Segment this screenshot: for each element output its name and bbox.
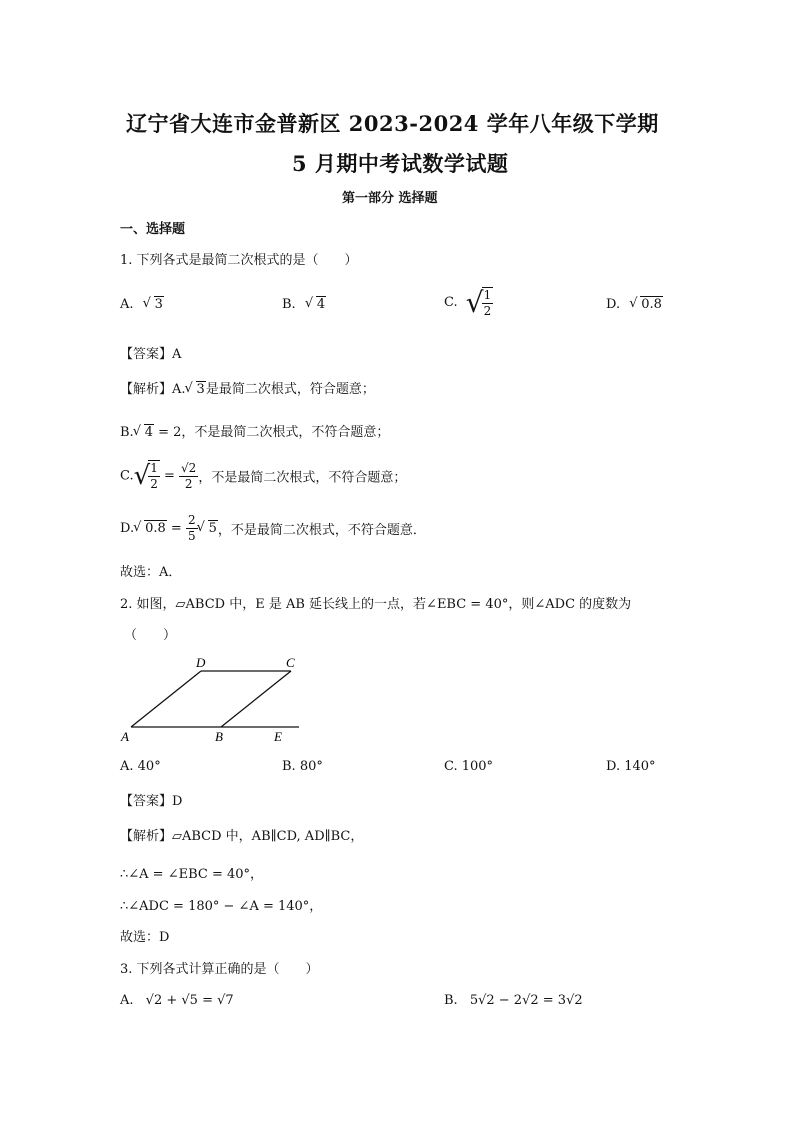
q2-option-c: C. 100° bbox=[444, 759, 494, 774]
title-line-1: 辽宁省大连市金普新区 2023-2024 学年八年级下学期 bbox=[126, 111, 659, 136]
q1-analysis-b-text: ，不是最简二次根式，不符合题意； bbox=[181, 425, 390, 440]
q3-option-a bbox=[120, 993, 234, 1008]
q3-option-b-expr: 5√2 − 2√2 = 3√2 bbox=[469, 993, 583, 1008]
q1-stem: 1. 下列各式是最简二次根式的是（ ） bbox=[120, 253, 358, 268]
q1-option-b-radical: √ 4 bbox=[306, 297, 326, 312]
q1-option-d bbox=[606, 297, 663, 312]
q1-analysis-b bbox=[120, 421, 389, 440]
q2-analysis-2: ∴∠A = ∠EBC = 40°， bbox=[120, 867, 264, 882]
q2-conclusion: 故选：D bbox=[120, 930, 170, 945]
q1-option-a-radical: √ 3 bbox=[144, 297, 164, 312]
point-label-d: D bbox=[196, 655, 206, 670]
q1-analysis-a-radical: √ 3 bbox=[186, 382, 206, 397]
part-heading: 第一部分 选择题 bbox=[342, 191, 438, 206]
section-heading: 一、选择题 bbox=[120, 222, 186, 237]
title-line-2: 5 月期中考试数学试题 bbox=[292, 151, 509, 176]
q1-analysis-d-text: ，不是最简二次根式，不符合题意． bbox=[217, 523, 426, 538]
q1-option-b-label: B. bbox=[282, 297, 296, 312]
q1-option-c-radical-sign: √ bbox=[465, 286, 484, 319]
q1-option-c-fraction: $\frac{1}{2}$ bbox=[483, 287, 492, 318]
q1-analysis-b-radical: √ 4 bbox=[134, 425, 154, 440]
q2-analysis-3: ∴∠ADC = 180° − ∠A = 140°， bbox=[120, 899, 323, 914]
q1-analysis-c: C.√ $\frac{1}{2}$ = $\frac{√2}{2}$ ，不是最简二次根式，不符合题意； bbox=[120, 460, 407, 491]
q1-answer: 【答案】A bbox=[120, 347, 182, 362]
q3-stem: 3. 下列各式计算正确的是（ ） bbox=[120, 962, 319, 977]
q1-analysis-d-radical: √ 0.8 bbox=[134, 521, 167, 536]
q1-conclusion: 故选：A． bbox=[120, 565, 182, 580]
q1-option-d-label: D. bbox=[606, 297, 621, 312]
q1-option-c-label: C. bbox=[444, 295, 458, 310]
point-label-b: B bbox=[215, 729, 223, 744]
q1-analysis-c-frac-right: $\frac{√2}{2}$ bbox=[181, 460, 197, 491]
q1-analysis-head: 【解析】A. bbox=[120, 382, 186, 397]
q1-analysis-b-prefix: B. bbox=[120, 425, 134, 440]
q2-stem: 2. 如图，▱ABCD 中，E 是 AB 延长线上的一点，若∠EBC = 40°，则∠ADC 的度数为 bbox=[120, 597, 632, 612]
q1-analysis-d: D.√ 0.8 = $\frac{2}{5}$ √ 5，不是最简二次根式，不符合题意． bbox=[120, 513, 426, 544]
q3-option-a-label: A. bbox=[120, 993, 134, 1008]
q1-analysis-c-radical-sign: √ bbox=[133, 461, 151, 491]
segment-ad bbox=[131, 671, 201, 727]
point-label-a: A bbox=[121, 729, 129, 744]
point-label-e: E bbox=[274, 729, 282, 744]
q1-option-b bbox=[282, 297, 326, 312]
q2-option-b: B. 80° bbox=[282, 759, 323, 774]
q1-option-a bbox=[120, 297, 164, 312]
q1-option-d-radical: √ 0.8 bbox=[630, 297, 663, 312]
parallelogram-figure bbox=[115, 652, 315, 747]
q1-analysis-a-text: 是最简二次根式，符合题意； bbox=[205, 382, 375, 397]
q1-analysis-d-fraction: $\frac{2}{5}$ bbox=[187, 513, 196, 543]
q1-analysis-c-frac-left: $\frac{1}{2}$ bbox=[150, 461, 158, 491]
q2-answer: 【答案】D bbox=[120, 794, 183, 809]
point-label-c: C bbox=[286, 655, 295, 670]
q1-option-a-label: A. bbox=[120, 297, 134, 312]
q3-option-a-expr: √2 + √5 = √7 bbox=[145, 993, 234, 1008]
q1-analysis-d-prefix: D. bbox=[120, 521, 135, 536]
q3-option-b-label: B. bbox=[444, 993, 458, 1008]
q1-analysis-c-prefix: C. bbox=[120, 468, 134, 484]
q3-option-b bbox=[444, 993, 583, 1008]
q1-analysis-c-text: ，不是最简二次根式，不符合题意； bbox=[198, 470, 407, 486]
q2-option-d: D. 140° bbox=[606, 759, 656, 774]
q1-analysis-a bbox=[120, 378, 375, 397]
q2-option-a: A. 40° bbox=[120, 759, 161, 774]
q2-paren: （ ） bbox=[124, 628, 177, 643]
segment-bc bbox=[221, 671, 291, 727]
q1-analysis-d-radical-2: √ 5 bbox=[198, 521, 218, 536]
q1-option-c bbox=[444, 286, 493, 319]
q2-analysis-1: 【解析】▱ABCD 中，AB∥CD, AD∥BC， bbox=[120, 829, 364, 844]
q1-analysis-b-eq: = 2 bbox=[158, 425, 182, 440]
